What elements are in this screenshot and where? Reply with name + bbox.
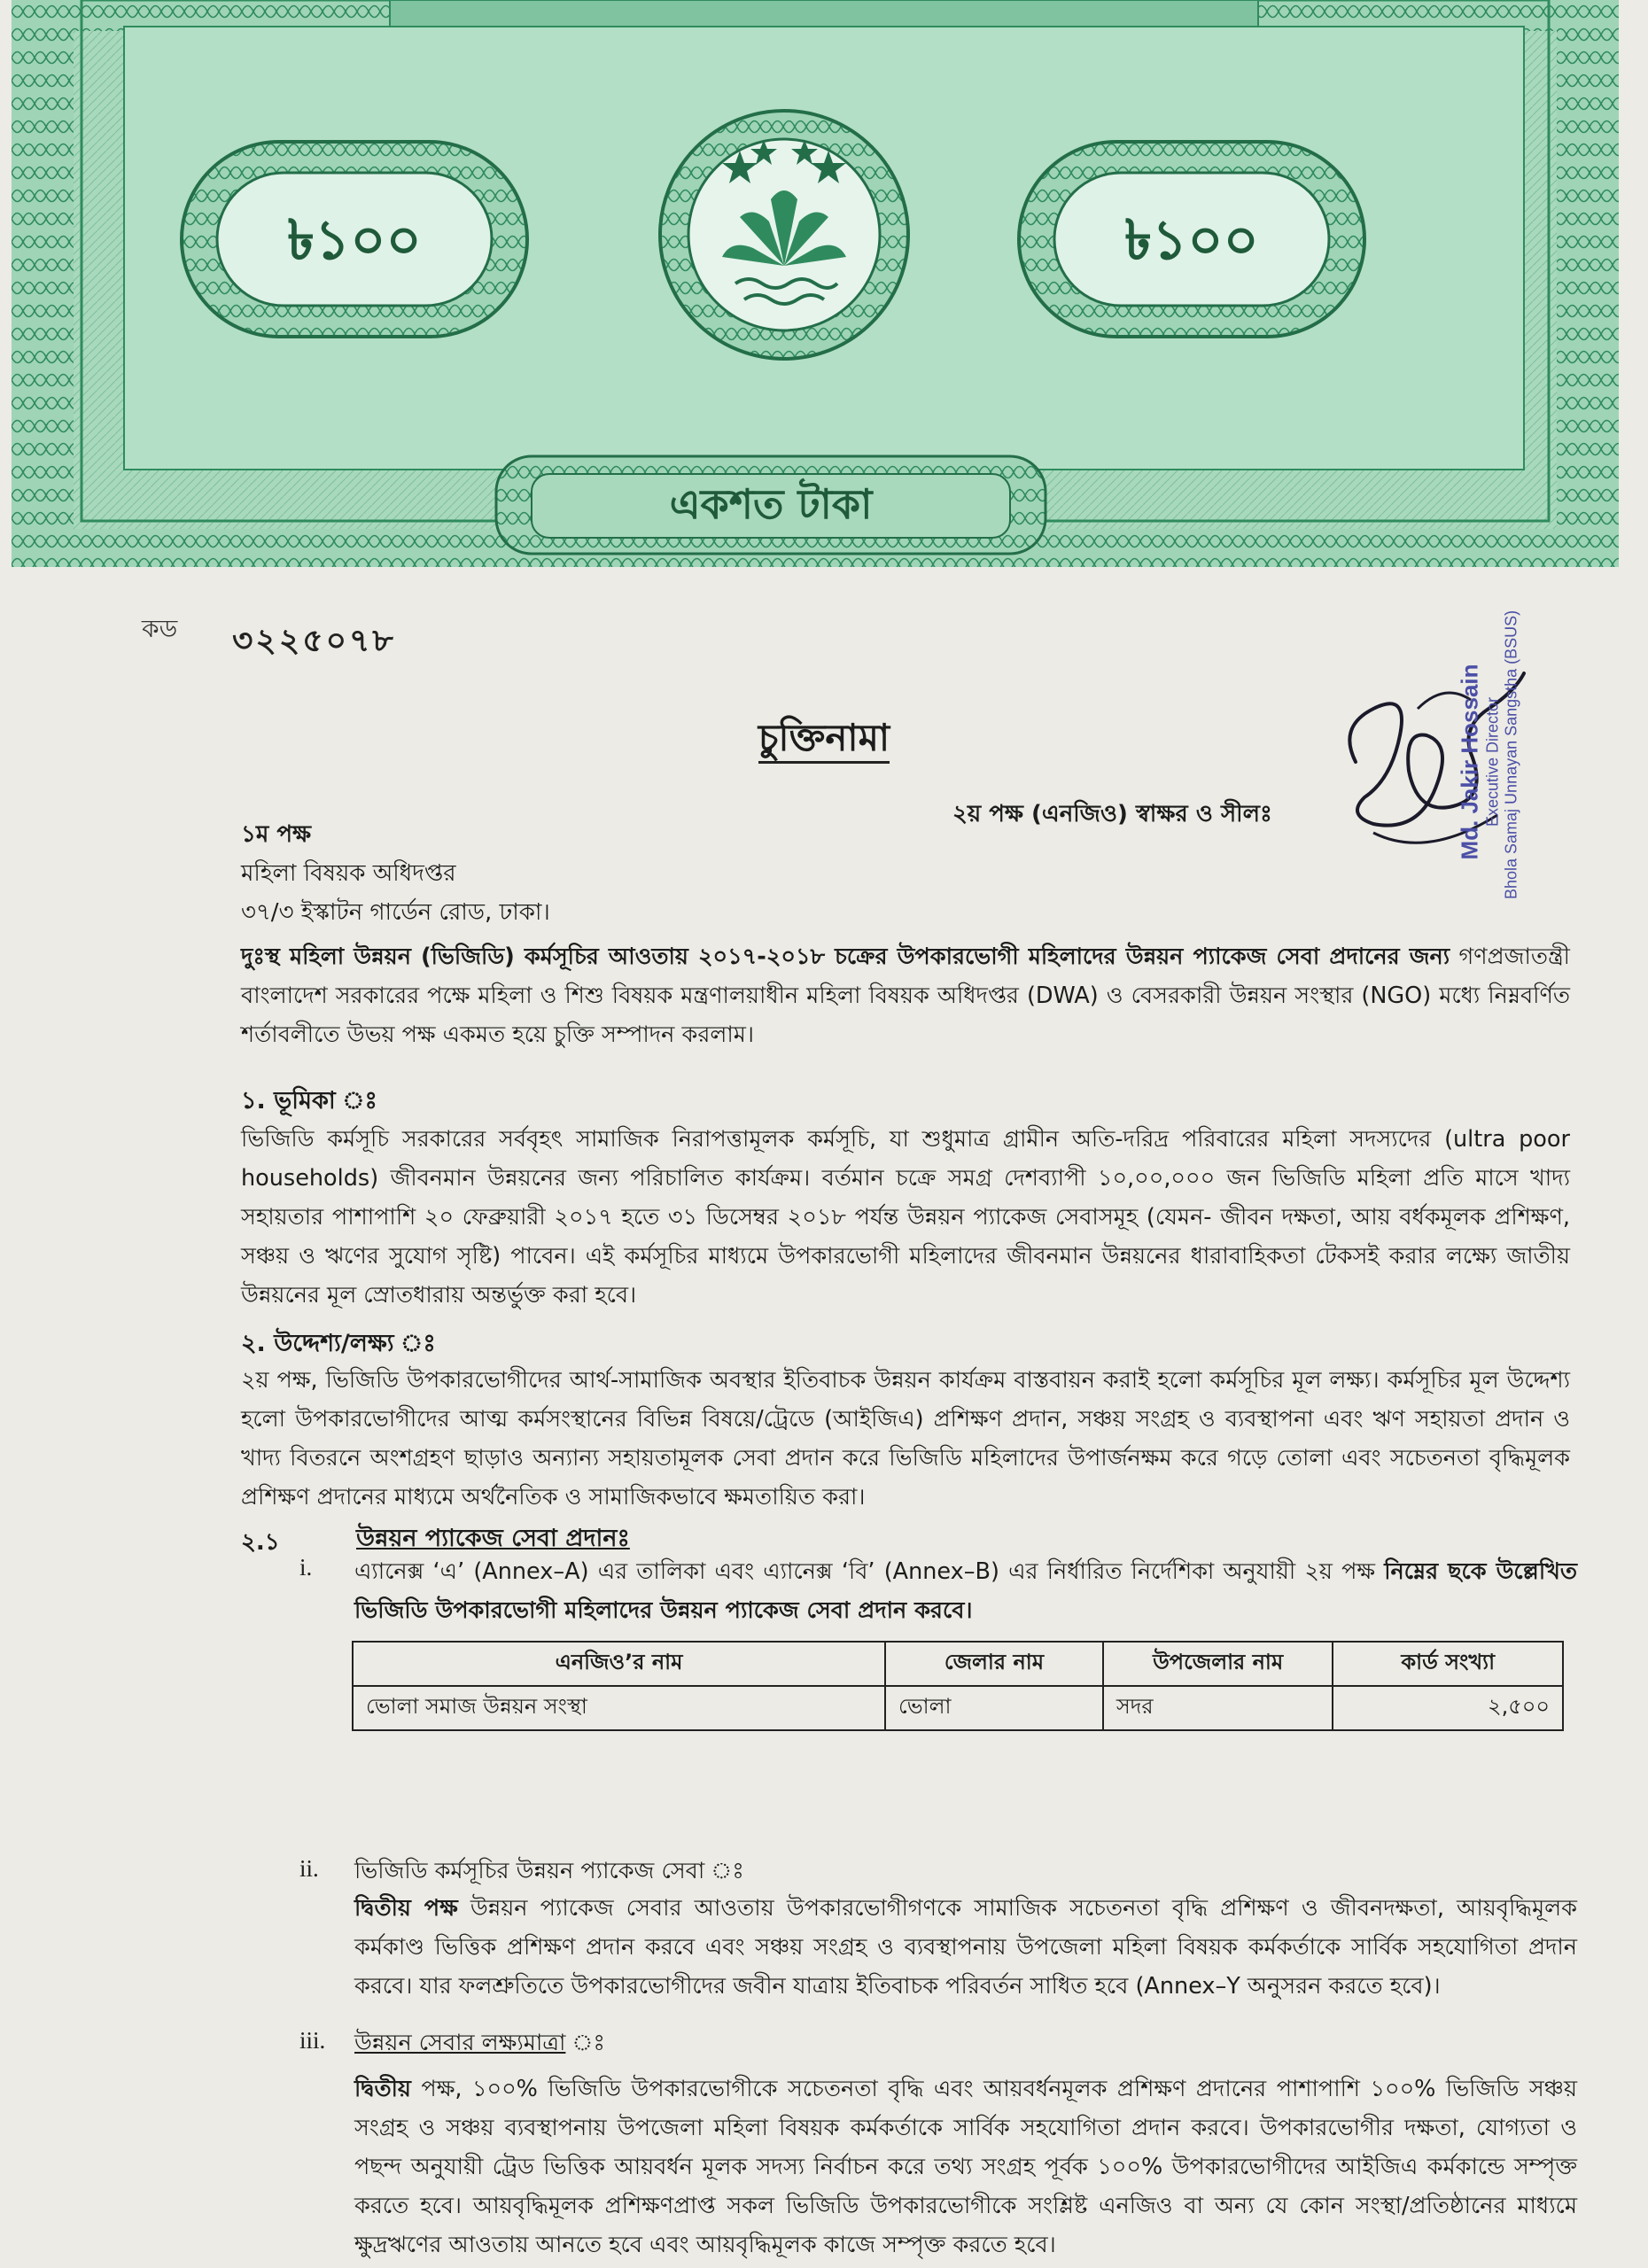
item3-roman: iii. — [299, 2027, 326, 2054]
party1-address: ৩৭/৩ ইস্কাটন গার্ডেন রোড, ঢাকা। — [241, 899, 550, 926]
item1-plain: এ্যানেক্স ‘এ’ (Annex–A) এর তালিকা এবং এ্যানেক্স ‘বি’ (Annex–B) এর নির্ধারিত নির্দেশিকা অনুযায়ী ২য় পক্ষ — [354, 1558, 1385, 1585]
bangladesh-emblem-icon — [660, 111, 908, 359]
stamp-value-words: একশত টাকা — [669, 480, 873, 528]
serial-number: ৩২২৫০৭৮ — [232, 623, 396, 659]
ngo-table — [352, 1641, 1564, 1731]
item3-plain: পক্ষ, ১০০% ভিজিডি উপকারভোগীকে সচেতনতা বৃদ্ধি এবং আয়বর্ধনমূলক প্রশিক্ষণ প্রদানের পাশাপাশি ১০০% ভিজিডি সঞ্চয় সংগ্রহ ও সঞ্চয় ব্যবস্থাপনায় উপজেলা মহিলা বিষয়ক কর্মকর্তাকে সার্বিক সহযোগিতা প্রদান করবে। উপকারভোগীর দক্ষতা, যোগ্যতা ও পছন্দ অনুযায়ী ট্রেড ভিত্তিক আয়বর্ধন মূলক সদস্য নির্বাচন করে তথ্য সংগ্রহ পূর্বক ১০০% উপকারভোগীদের আইজিএ কর্মকান্ডে সম্পৃক্ত করতে হবে। আয়বৃদ্ধিমূলক প্রশিক্ষণপ্রাপ্ত সকল ভিজিডি উপকারভোগীকে সংশ্লিষ্ট এনজিও বা অন্য যে কোন সংস্থা/প্রতিষ্ঠানের মাধ্যমে ক্ষুদ্রঋণের আওতায় আনতে হবে এবং আয়বৃদ্ধিমূলক কাজে সম্পৃক্ত করতে হবে। — [354, 2076, 1577, 2258]
table-header-cards: কার্ড সংখ্যা — [1333, 1642, 1563, 1686]
item2-roman: ii. — [299, 1855, 319, 1882]
party1-name: মহিলা বিষয়ক অধিদপ্তর — [241, 860, 456, 887]
section21-number: ২.১ — [241, 1529, 280, 1556]
intro-paragraph — [241, 937, 1570, 1054]
table-cell-upazila: সদর — [1103, 1686, 1333, 1730]
seal-title: Executive Director — [1483, 696, 1502, 827]
item1-roman: i. — [299, 1554, 313, 1581]
table-cell-cards: ২,৫০০ — [1333, 1686, 1563, 1730]
item3-heading-text: উন্নয়ন সেবার লক্ষ্যমাত্রা — [354, 2030, 566, 2056]
stamp-value-right: ৳১০০ — [1124, 207, 1259, 272]
section1-heading: ১. ভূমিকা ঃ — [241, 1087, 377, 1115]
seal-organization: Bhola Samaj Unnayan Sangstha (BSUS) — [1502, 610, 1520, 899]
table-header-row — [353, 1642, 1563, 1686]
table-cell-district: ভোলা — [885, 1686, 1103, 1730]
section1-text: ভিজিডি কর্মসূচি সরকারের সর্ববৃহৎ সামাজিক নিরাপত্তামূলক কর্মসূচি, যা শুধুমাত্র গ্রামীন অতি-দরিদ্র পরিবারের মহিলা সদস্যদের (ultra poor households) জীবনমান উন্নয়নের জন্য পরিচালিত কার্যক্রম। বর্তমান চক্রে সমগ্র দেশব্যাপী ১০,০০,০০০ জন ভিজিডি মহিলা প্রতি মাসে খাদ্য সহায়তার পাশাপাশি ২০ ফেব্রুয়ারী ২০১৭ হতে ৩১ ডিসেম্বর ২০১৮ পর্যন্ত উন্নয়ন প্যাকেজ সেবাসমূহ (যেমন- জীবন দক্ষতা, আয় বর্ধকমূলক প্রশিক্ষণ, সঞ্চয় ও ঋণের সুযোগ সৃষ্টি) পাবেন। এই কর্মসূচির মাধ্যমে উপকারভোগী মহিলাদের জীবনমান উন্নয়নের ধারাবাহিকতা টেকসই করার লক্ষ্যে জাতীয় উন্নয়নের মূল স্রোতধারায় অন্তর্ভুক্ত করা হবে। — [241, 1126, 1570, 1309]
table-header-upazila: উপজেলার নাম — [1103, 1642, 1333, 1686]
document-title-text: চুক্তিনামা — [758, 716, 890, 764]
section21-heading: উন্নয়ন প্যাকেজ সেবা প্রদানঃ — [356, 1525, 630, 1552]
party1-label: ১ম পক্ষ — [241, 821, 312, 848]
item3-heading-suffix: ঃ — [565, 2030, 605, 2056]
party1-block — [241, 815, 550, 932]
table-header-ngo: এনজিও’র নাম — [353, 1642, 885, 1686]
intro-bold: দুঃস্থ মহিলা উন্নয়ন (ভিজিডি) কর্মসূচির আওতায় ২০১৭-২০১৮ চক্রের উপকারভোগী মহিলাদের উন্নয়ন প্যাকেজ সেবা প্রদানের জন্য — [241, 944, 1450, 970]
item3-bold: দ্বিতীয় — [354, 2076, 411, 2102]
item2-text — [354, 1889, 1577, 2006]
table-cell-ngo: ভোলা সমাজ উন্নয়ন সংস্থা — [353, 1686, 885, 1730]
organization-seal — [1444, 610, 1533, 899]
item3-text — [354, 2070, 1577, 2264]
table-row — [353, 1686, 1563, 1730]
section2-text: ২য় পক্ষ, ভিজিডি উপকারভোগীদের আর্থ-সামাজিক অবস্থার ইতিবাচক উন্নয়ন কার্যক্রম বাস্তবায়ন করাই হলো কর্মসূচির মূল লক্ষ্য। কর্মসূচির মূল উদ্দেশ্য হলো উপকারভোগীদের আত্ম কর্মসংস্থানের বিভিন্ন বিষয়ে/ট্রেডে (আইজিএ) প্রশিক্ষণ প্রদান, সঞ্চয় সংগ্রহ ও ব্যবস্থাপনা এবং ঋণ সহায়তা প্রদান ও খাদ্য বিতরনে অংশগ্রহণ ছাড়াও অন্যান্য সহায়তামূলক সেবা প্রদান করে ভিজিডি মহিলাদের উপার্জনক্ষম করে গড়ে তোলা এবং সচেতনতা বৃদ্ধিমূলক প্রশিক্ষণ প্রদানের মাধ্যমে অর্থনৈতিক ও সামাজিকভাবে ক্ষমতায়িত করা। — [241, 1367, 1570, 1511]
table-header-district: জেলার নাম — [885, 1642, 1103, 1686]
stamp-value-left: ৳১০০ — [287, 207, 422, 272]
item2-bold: দ্বিতীয় পক্ষ — [354, 1895, 458, 1922]
stamp-paper-header — [0, 0, 1648, 567]
section2-heading: ২. উদ্দেশ্য/লক্ষ্য ঃ — [241, 1330, 436, 1357]
item2-heading: ভিজিডি কর্মসূচির উন্নয়ন প্যাকেজ সেবা ঃ — [354, 1858, 744, 1884]
intro-rest: গণপ্রজাতন্ত্রী বাংলাদেশ সরকারের পক্ষে মহিলা ও শিশু বিষয়ক মন্ত্রণালয়াধীন মহিলা বিষয়ক অধিদপ্তর (DWA) ও বেসরকারী উন্নয়ন সংস্থার (NGO) মধ্যে নিম্নবর্ণিত শর্তাবলীতে উভয় পক্ষ একমত হয়ে চুক্তি সম্পাদন করলাম। — [241, 944, 1570, 1048]
item2-plain: উন্নয়ন প্যাকেজ সেবার আওতায় উপকারভোগীগণকে সামাজিক সচেতনতা বৃদ্ধি প্রশিক্ষণ ও জীবনদক্ষতা, আয়বৃদ্ধিমূলক কর্মকাণ্ড ভিত্তিক প্রশিক্ষণ প্রদান করবে এবং সঞ্চয় সংগ্রহ ও ব্যবস্থাপনায় উপজেলা মহিলা বিষয়ক কর্মকর্তাকে সার্বিক সহযোগিতা প্রদান করবে। যার ফলশ্রুতিতে উপকারভোগীদের জবীন যাত্রায় ইতিবাচক পরিবর্তন সাধিত হবে (Annex–Y অনুসরন করতে হবে)। — [354, 1895, 1577, 2000]
serial-label: কড — [142, 614, 178, 643]
item1-bold: নিম্নের ছকে উল্লেখিত ভিজিডি উপকারভোগী মহিলাদের উন্নয়ন প্যাকেজ সেবা প্রদান করবে। — [354, 1558, 1577, 1624]
seal-name: Md. Jakir Hossain — [1456, 664, 1483, 860]
item3-heading — [354, 2023, 1577, 2062]
item1-text — [354, 1552, 1577, 1630]
party2-signature-label: ২য় পক্ষ (এনজিও) স্বাক্ষর ও সীলঃ — [952, 801, 1272, 827]
